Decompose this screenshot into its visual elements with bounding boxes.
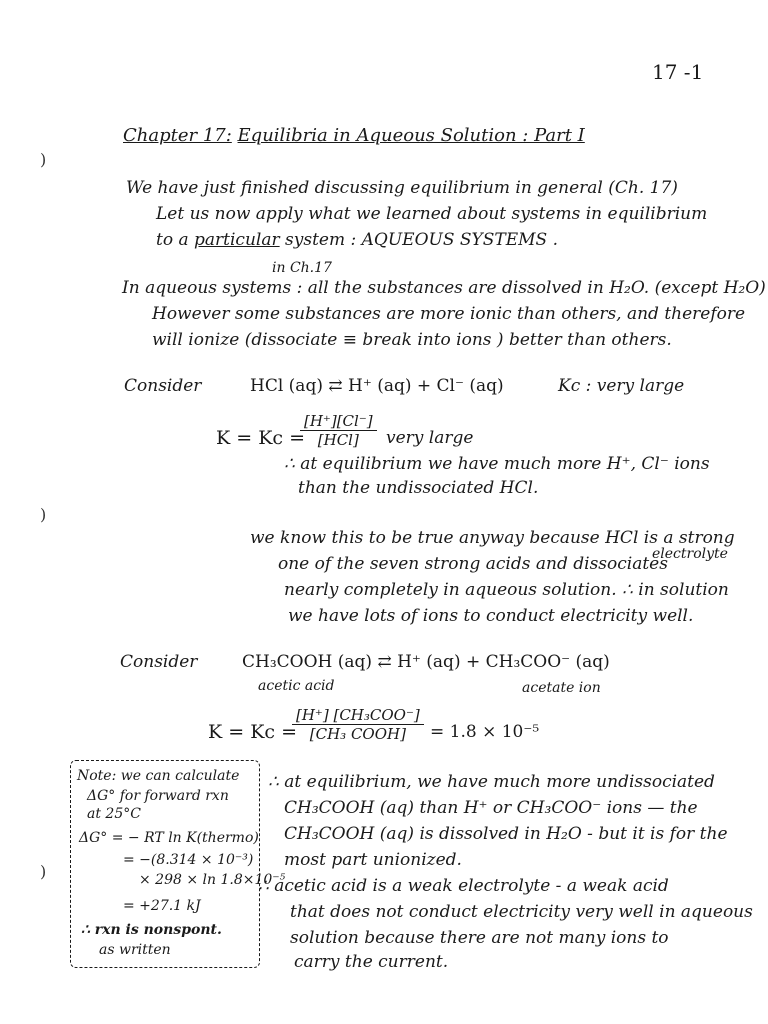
acetic-conclusion-3: CH₃COOH (aq) is dissolved in H₂O - but it is for the <box>284 824 728 844</box>
weak-line-3: solution because there are not many ions to <box>290 928 669 948</box>
strong-line-4: we have lots of ions to conduct electricity well. <box>288 606 694 626</box>
hcl-conclusion-1: ∴ at equilibrium we have much more H⁺, Cl⁻ ions <box>284 454 710 474</box>
note-line-1: Note: we can calculate <box>77 768 240 784</box>
acetic-conclusion-1: ∴ at equilibrium, we have much more undissociated <box>268 772 715 792</box>
chapter-label: Chapter 17: <box>123 125 232 146</box>
aqueous-line-1: In aqueous systems : all the substances are dissolved in H₂O. (except H₂O) <box>122 278 766 298</box>
note-line-2: ΔG° for forward rxn <box>87 788 229 804</box>
acetate-ion-label: acetate ion <box>522 680 601 696</box>
acetic-conclusion-4: most part unionized. <box>284 850 462 870</box>
weak-line-1: ∴ acetic acid is a weak electrolyte - a weak acid <box>258 876 669 896</box>
intro-line-2: Let us now apply what we learned about systems in equilibrium <box>156 204 708 224</box>
hcl-conclusion-2: than the undissociated HCl. <box>298 478 539 498</box>
note-line-6: × 298 × ln 1.8×10⁻⁵ <box>139 872 286 888</box>
k-fraction <box>292 706 424 743</box>
margin-mark: ) <box>40 862 47 881</box>
k-expression-label: K = Kc = <box>216 427 305 449</box>
strong-line-1: we know this to be true anyway because HCl is a strong <box>250 528 735 548</box>
note-line-4: ΔG° = − RT ln K(thermo) <box>79 830 259 846</box>
k-value: = 1.8 × 10⁻⁵ <box>430 722 540 742</box>
strong-line-3: nearly completely in aqueous solution. ∴ in solution <box>284 580 729 600</box>
side-note-box <box>70 760 286 968</box>
very-large-note: very large <box>386 428 474 448</box>
k-numerator: [H⁺][Cl⁻] <box>300 412 377 431</box>
strong-line-1-cont: electrolyte <box>652 546 728 562</box>
note-line-7: = +27.1 kJ <box>123 898 201 914</box>
intro-text: system : AQUEOUS SYSTEMS . <box>285 230 559 250</box>
aqueous-line-2: However some substances are more ionic than others, and therefore <box>152 304 746 324</box>
intro-text: to a <box>156 230 189 250</box>
note-line-9: as written <box>99 942 171 958</box>
k-fraction <box>300 412 377 449</box>
weak-line-4: carry the current. <box>294 952 449 972</box>
caret-note: in Ch.17 <box>272 260 332 276</box>
margin-mark: ) <box>40 150 47 169</box>
page-number: 17 -1 <box>652 60 704 84</box>
note-line-8: ∴ rxn is nonspont. <box>81 922 222 938</box>
k-denominator: [CH₃ COOH] <box>309 725 406 743</box>
weak-line-2: that does not conduct electricity very well in aqueous <box>290 902 753 922</box>
hcl-equation: HCl (aq) ⇄ H⁺ (aq) + Cl⁻ (aq) <box>250 376 504 396</box>
acetic-conclusion-2: CH₃COOH (aq) than H⁺ or CH₃COO⁻ ions — the <box>284 798 698 818</box>
k-expression-label: K = Kc = <box>208 721 297 743</box>
consider-label: Consider <box>124 376 202 396</box>
intro-emphasis: particular <box>194 230 280 250</box>
k-denominator: [HCl] <box>317 431 359 449</box>
intro-line-1: We have just finished discussing equilibrium in general (Ch. 17) <box>126 178 678 198</box>
kc-note: Kc : very large <box>558 376 685 396</box>
chapter-title: Equilibria in Aqueous Solution : Part I <box>237 125 585 146</box>
note-line-3: at 25°C <box>87 806 141 822</box>
margin-mark: ) <box>40 505 47 524</box>
intro-line-3 <box>156 230 558 250</box>
aqueous-line-3: will ionize (dissociate ≡ break into ions ) better than others. <box>152 330 672 350</box>
acetic-acid-label: acetic acid <box>258 678 335 694</box>
page-title <box>123 126 585 146</box>
note-line-5: = −(8.314 × 10⁻³) <box>123 852 254 868</box>
consider-label: Consider <box>120 652 198 672</box>
k-numerator: [H⁺] [CH₃COO⁻] <box>292 706 424 725</box>
strong-line-2: one of the seven strong acids and dissociates <box>278 554 668 574</box>
acetic-equation: CH₃COOH (aq) ⇄ H⁺ (aq) + CH₃COO⁻ (aq) <box>242 652 610 672</box>
